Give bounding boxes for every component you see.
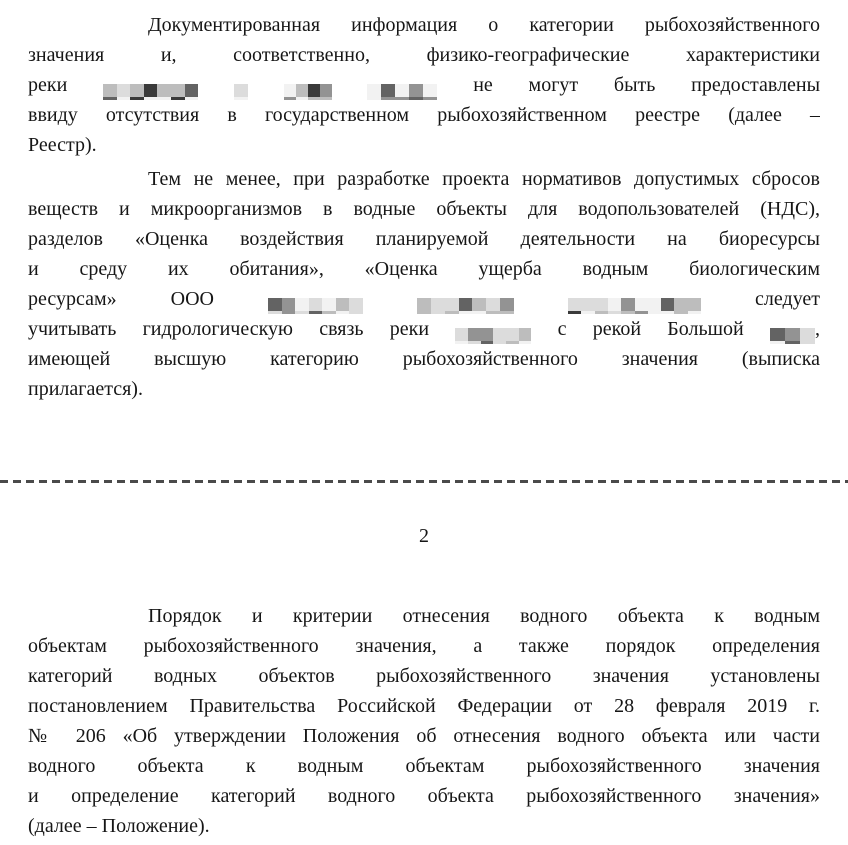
- text-line: разделов «Оценка воздействия планируемой деятельности на биоресурсы: [28, 228, 820, 250]
- text-line: (далее – Положение).: [28, 815, 210, 837]
- redacted-text: [268, 298, 363, 314]
- redacted-text: [234, 84, 248, 100]
- paragraph-1: [28, 10, 820, 160]
- redacted-text: [103, 84, 198, 100]
- text-line: Порядок и критерии отнесения водного объекта к водным: [148, 605, 820, 627]
- redacted-text: [367, 84, 437, 100]
- text-line: постановлением Правительства Российской Федерации от 28 февраля 2019 г.: [28, 695, 820, 717]
- text-line: ресурсам» ООО следует: [28, 284, 820, 314]
- text-line: имеющей высшую категорию рыбохозяйственного значения (выписка: [28, 348, 820, 370]
- text-line: водного объекта к водным объектам рыбохозяйственного значения: [28, 755, 820, 777]
- text-line: № 206 «Об утверждении Положения об отнесения водного объекта или части: [28, 725, 820, 747]
- text-line: реки не могут быть предоставлены: [28, 70, 820, 100]
- paragraph-3: [28, 601, 820, 841]
- text-line: категорий водных объектов рыбохозяйственного значения установлены: [28, 665, 820, 687]
- text-line: и среду их обитания», «Оценка ущерба водным биологическим: [28, 258, 820, 280]
- text-line: Тем не менее, при разработке проекта нормативов допустимых сбросов: [148, 168, 820, 190]
- redacted-text: [455, 328, 531, 344]
- text-line: и определение категорий водного объекта рыбохозяйственного значения»: [28, 785, 820, 807]
- text-line: Документированная информация о категории рыбохозяйственного: [148, 14, 820, 36]
- page-number: 2: [419, 525, 429, 547]
- redacted-text: [770, 328, 815, 344]
- redacted-text: [568, 298, 701, 314]
- page-break-separator: [0, 480, 848, 483]
- text-line: Реестр).: [28, 134, 97, 156]
- text-line: объектам рыбохозяйственного значения, а также порядок определения: [28, 635, 820, 657]
- text-line: ввиду отсутствия в государственном рыбохозяйственном реестре (далее –: [28, 104, 820, 126]
- text-line: учитывать гидрологическую связь реки с рекой Большой ,: [28, 314, 820, 344]
- redacted-text: [284, 84, 332, 100]
- text-line: веществ и микроорганизмов в водные объекты для водопользователей (НДС),: [28, 198, 820, 220]
- text-line: значения и, соответственно, физико-географические характеристики: [28, 44, 820, 66]
- text-line: прилагается).: [28, 378, 143, 400]
- paragraph-2: [28, 164, 820, 404]
- redacted-text: [417, 298, 514, 314]
